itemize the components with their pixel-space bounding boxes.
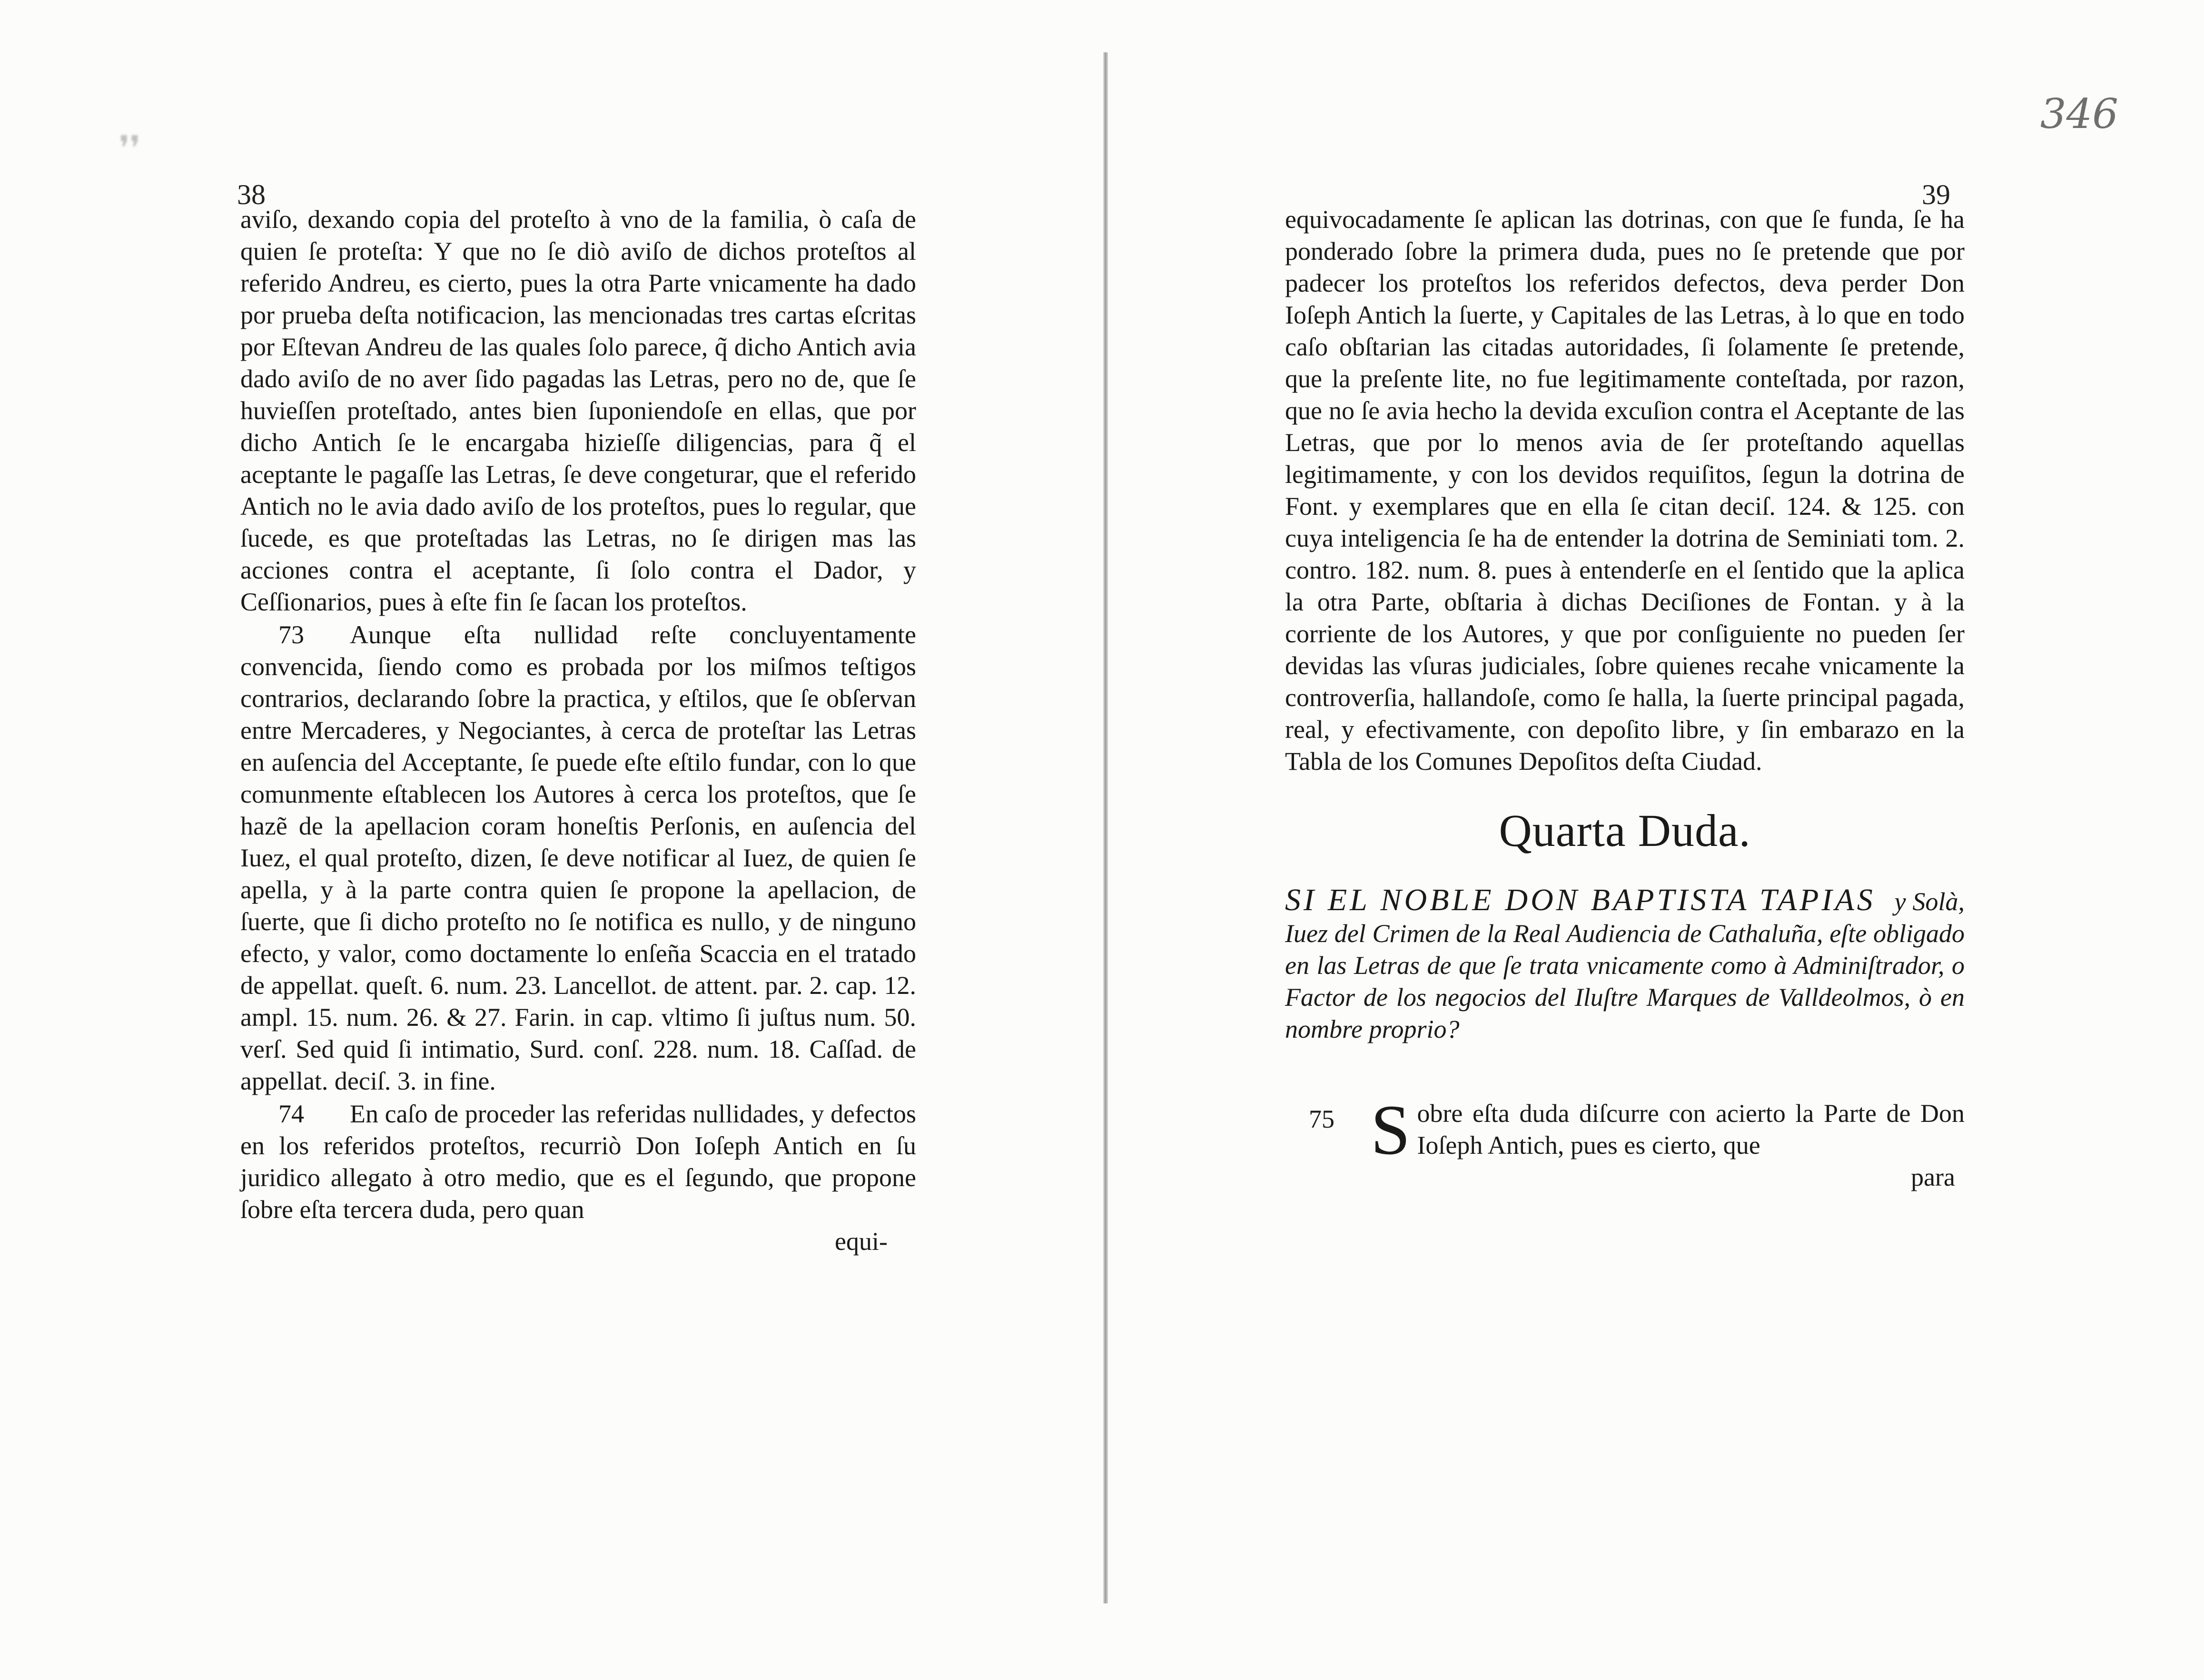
page-number-right: 39 xyxy=(1922,179,1950,210)
question-body: y Solà, Iuez del Crimen de la Real Audiencia de Cathaluña, eſte obligado en las Letras de que ſe trata vnicamente como à Adminiſtrador, o Factor de los negocios del Iluſtre Marques de Valldeolmos, ò en nombre proprio? xyxy=(1285,887,1965,1043)
paragraph-73-text: Aunque eſta nullidad reſte concluyentamente convencida, ſiendo como es probada por los miſmos teſtigos contrarios, declarando ſobre la practica, y eſtilos, que ſe obſervan entre Mercaderes, y Negociantes, à cerca de proteſtar las Letras en auſencia del Acceptante, ſe puede eſte eſtilo fundar, con lo que comunmente eſtablecen los Autores à cerca los proteſtos, que ſe hazẽ de la apellacion coram honeſtis Perſonis, en auſencia del Iuez, el qual proteſto, dizen, ſe deve notificar al Iuez, de quien ſe apella, y à la parte contra quien ſe propone la apellacion, de ſuerte, que ſi dicho proteſto no ſe notifica es nullo, y de ninguno efecto, y valor, como doctamente lo enſeña Scaccia en el tratado de appellat. queſt. 6. num. 23. Lancellot. de attent. par. 2. cap. 12. ampl. 15. num. 26. & 27. Farin. in cap. vltimo ſi juſtus num. 50. verſ. Sed quid ſi intimatio, Surd. conſ. 228. num. 18. Caſſad. de appellat. deciſ. 3. in fine. xyxy=(240,620,916,1095)
book-spine xyxy=(1103,52,1108,1603)
paragraph-continued-right: equivocadamente ſe aplican las dotrinas, con que ſe funda, ſe ha ponderado ſobre la primera duda, pues no ſe pretende que por padecer los proteſtos los referidos defectos, deva perder Don Ioſeph Antich la ſuerte, y Capitales de las Letras, à lo que en todo caſo obſtarian las citadas autoridades, ſi ſolamente ſe pretende, que la preſente lite, no fue legitimamente conteſtada, por razon, que no ſe avia hecho la devida excuſion contra el Aceptante de las Letras, que por lo menos avia de ſer proteſtando aquellas legitimamente, y con los devidos requiſitos, ſegun la dotrina de Font. y exemplares que en ella ſe citan deciſ. 124. & 125. con cuya inteligencia ſe ha de entender la dotrina de Seminiati tom. 2. contro. 182. num. 8. pues à entenderſe en el ſentido que la aplica la otra Parte, obſtaria à dichas Deciſiones de Fontan. y à la corriente de los Autores, y que por conſiguiente no pueden ſer devidas las vſuras judiciales, ſobre quienes recahe vnicamente la controverſia, hallandoſe, como ſe halla, la ſuerte principal pagada, real, y efectivamente, con depoſito libre, y ſin embarazo en la Tabla de los Comunes Depoſitos deſta Ciudad. xyxy=(1285,205,1965,776)
paragraph-number-73: 73 xyxy=(278,620,304,649)
handwritten-folio-number: 346 xyxy=(2040,90,2118,138)
catchword-right: para xyxy=(1911,1163,1955,1191)
section-heading: Quarta Duda. xyxy=(1499,805,1751,856)
paragraph-74 xyxy=(240,1098,916,1226)
left-page-text xyxy=(240,204,916,1258)
question-paragraph xyxy=(1285,884,1965,1045)
paragraph-number-74: 74 xyxy=(278,1100,304,1128)
question-lead: SI EL NOBLE DON BAPTISTA TAPIAS xyxy=(1285,883,1876,917)
paragraph-73 xyxy=(240,619,916,1097)
paragraph-75 xyxy=(1285,1091,1965,1169)
drop-cap: S xyxy=(1371,1091,1411,1169)
catchword-left: equi- xyxy=(835,1227,888,1256)
page-number-left: 38 xyxy=(237,179,266,210)
ink-smudge: ❜❜ xyxy=(119,130,141,167)
right-page-text xyxy=(1285,204,1965,1193)
paragraph-continued-left: aviſo, dexando copia del proteſto à vno de la familia, ò caſa de quien ſe proteſta: Y que no ſe diò aviſo de dichos proteſtos al referido Andreu, es cierto, pues la otra Parte vnicamente ha dado por prueba deſta notificacion, las mencionadas tres cartas eſcritas por Eſtevan Andreu de las quales ſolo parece, q̃ dicho Antich avia dado aviſo de no aver ſido pagadas las Letras, pero no de, que ſe huvieſſen proteſtado, antes bien ſuponiendoſe en ellas, que por dicho Antich ſe le encargaba hizieſſe diligencias, para q̃ el aceptante le pagaſſe las Letras, ſe deve congeturar, que el referido Antich no le avia dado aviſo de los proteſtos, pues lo regular, que ſucede, es que proteſtadas las Letras, no ſe dirigen mas las acciones contra el aceptante, ſi ſolo contra el Dador, y Ceſſionarios, pues à eſte fin ſe ſacan los proteſtos. xyxy=(240,205,916,616)
paragraph-number-75: 75 xyxy=(1309,1105,1334,1133)
paragraph-74-text: En caſo de proceder las referidas nullidades, y defectos en los referidos proteſtos, recurriò Don Ioſeph Antich en ſu juridico allegato à otro medio, que es el ſegundo, que propone ſobre eſta tercera duda, pero quan xyxy=(240,1100,916,1224)
right-page xyxy=(1108,0,2204,1680)
paragraph-75-text: obre eſta duda diſcurre con acierto la Parte de Don Ioſeph Antich, pues es cierto, que xyxy=(1417,1099,1965,1159)
